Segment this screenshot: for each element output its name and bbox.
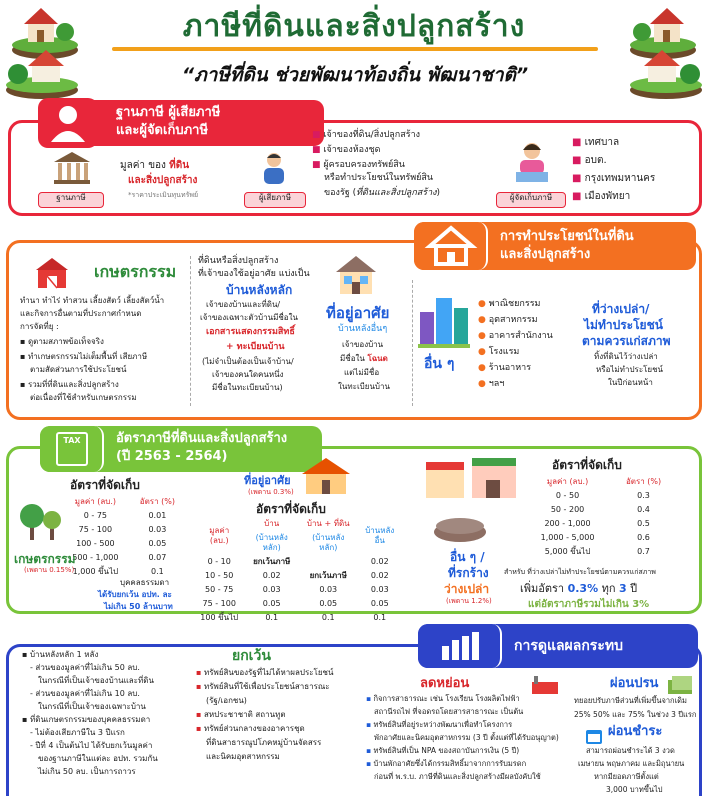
agri-rate-table (60, 494, 186, 580)
table-row (196, 584, 402, 596)
text: ) (436, 188, 441, 198)
cell: 200 - 1,000 (544, 519, 591, 528)
list-item: ■ อบต. (572, 152, 655, 170)
text: 0.3% (567, 582, 599, 595)
reduce-title: ลดหย่อน (420, 676, 470, 691)
text: ในกรณีที่เป็นเจ้าของบ้านและที่ดิน (38, 676, 154, 685)
other-house-title: บ้านหลังอื่นๆ (338, 324, 388, 334)
text: ทรัพย์สินของรัฐที่ไม่ได้หาผลประโยชน์ (203, 668, 334, 677)
agri-desc: และกิจการอื่นตามที่ประกาศกำหนด (20, 309, 142, 318)
res-rate-table (194, 516, 404, 626)
user-icon (38, 98, 98, 148)
other-house-desc: เจ้าของบ้าน (342, 340, 384, 349)
column-header: (บ้านหลังหลัก) (312, 533, 345, 552)
text: อาคารสำนักงาน (488, 331, 553, 341)
cell: 0 - 50 (555, 491, 580, 500)
list-item: ▪ ทรัพย์สินที่อยู่ระหว่างพัฒนาเพื่อทำโครงการ (366, 720, 513, 729)
city-buildings-icon (418, 292, 470, 348)
table-row (196, 612, 402, 624)
installment-desc: เมษายน พฤษภาคม และมิถุนายน (578, 759, 685, 768)
column-header: อัตรา (%) (139, 497, 175, 506)
text: โฉนด (367, 354, 388, 363)
cell: 0.5 (637, 519, 650, 528)
cell: 0.02 (370, 571, 389, 580)
agri-note: บุคคลธรรมดา (120, 578, 170, 587)
list-item: ▪ บ้านพักอาศัยซึ่งได้กรรมสิทธิ์มาจากการรับมรดก (366, 759, 527, 768)
list-item: ▪ สหประชาชาติ สถานทูต (196, 710, 286, 719)
cell: 0.03 (319, 585, 338, 594)
vacant-desc: หรือไม่ทำประโยชน์ (596, 365, 663, 374)
cell: 0 - 75 (83, 511, 107, 520)
text: - ปีที่ 4 เป็นต้นไป ได้รับยกเว้นมูลค่า (30, 741, 153, 750)
cell: 0.02 (370, 557, 389, 566)
trees-icon (16, 494, 66, 544)
other-rate-label: อื่น ๆ / (450, 550, 485, 564)
vacant-title: ตามควรแก่สภาพ (582, 334, 671, 348)
column-header: มูลค่า (ลบ.) (74, 497, 117, 506)
agri-max: (เพดาน 0.15%) (24, 566, 75, 574)
bank-building-icon (52, 150, 92, 186)
vacant-max: แต่อัตราภาษีรวมไม่เกิน 3% (528, 599, 650, 610)
cell: 500 - 1,000 (72, 553, 119, 562)
column-header: บ้าน + ที่ดิน (306, 519, 350, 528)
other-rate-table (522, 474, 676, 560)
vacant-desc: ทิ้งที่ดินไว้ว่างเปล่า (594, 352, 658, 361)
other-use-title: อื่น ๆ (424, 356, 455, 372)
cell: 0.02 (262, 571, 281, 580)
main-house-desc: เจ้าของบ้านและที่ดิน/ (206, 300, 281, 309)
cell: 0.05 (370, 599, 389, 608)
cell: 0.1 (373, 613, 387, 622)
list-item: ▪ ทรัพย์สินที่เป็น NPA ของสถาบันการเงิน (5 ปี) (366, 746, 520, 755)
section-title: การทำประโยชน์ในที่ดิน (500, 229, 634, 244)
collector-label: ผู้จัดเก็บภาษี (496, 192, 566, 208)
text: ทุก (598, 582, 620, 595)
table-row (524, 518, 674, 530)
column-header: (บ้านหลังหลัก) (255, 533, 288, 552)
res-intro: ที่ดินหรือสิ่งปลูกสร้าง (198, 256, 279, 266)
table-row (196, 570, 402, 582)
text: บ้านหลังหลัก 1 หลัง (29, 650, 99, 659)
text: พาณิชยกรรม (488, 299, 541, 309)
cell: ยกเว้นภาษี (309, 571, 347, 580)
payer-label: ผู้เสียภาษี (244, 192, 306, 208)
cell: 0.7 (637, 547, 650, 556)
cell: 0.05 (262, 599, 281, 608)
agri-rate-title: อัตราที่จัดเก็บ (70, 478, 140, 492)
text: 3 (619, 582, 627, 595)
other-rate-title: อัตราที่จัดเก็บ (552, 458, 622, 472)
base-note: *ราคาประเมินทุนทรัพย์ (128, 191, 199, 199)
list-item: ▪ ทรัพย์ส่วนกลางของอาคารชุด (196, 724, 305, 733)
payer-list-cont (324, 188, 440, 199)
list-item: ▪ ทรัพย์สินที่ใช้เพื่อประโยชน์สาธารณะ (196, 682, 330, 691)
section-title: ฐานภาษี ผู้เสียภาษี (116, 105, 221, 120)
list-item: ■ เทศบาล (572, 134, 655, 152)
text: สหประชาชาติ สถานทูต (203, 710, 286, 719)
main-house-title: บ้านหลังหลัก (226, 283, 293, 297)
text: ทำเกษตรกรรมไม่เต็มพื้นที่ เสียภาษี (27, 352, 148, 361)
cell: 0.05 (319, 599, 338, 608)
agri-bullet-cont: ต่อเนื่องที่ใช้สำหรับเกษตรกรรม (30, 393, 137, 402)
other-max: (เพดาน 1.2%) (446, 597, 492, 605)
exempt-title: ยกเว้น (232, 648, 271, 664)
main-house-desc: มีชื่อในทะเบียนบ้าน) (212, 383, 283, 392)
text: (รัฐ/เอกชน) (206, 696, 247, 705)
other-rate-label: ที่รกร้าง (448, 566, 489, 580)
list-item: ● อาคารสำนักงาน (478, 331, 553, 341)
cell: 0.1 (151, 567, 164, 576)
slogan: “ภาษีที่ดิน ช่วยพัฒนาท้องถิ่น พัฒนาชาติ” (181, 64, 529, 86)
installment-desc: หากมียอดภาษีตั้งแต่ (594, 772, 659, 781)
cell: 1,000 ขึ้นไป (72, 567, 119, 576)
base-label: ฐานภาษี (38, 192, 104, 208)
cell: ยกเว้นภาษี (253, 557, 291, 566)
installment-title: ผ่อนชำระ (608, 724, 663, 739)
text: ทรัพย์สินที่เป็น NPA ของสถาบันการเงิน (5 ปี) (373, 746, 520, 755)
list-item: ● ฯลฯ (478, 379, 505, 389)
cell: 0 - 10 (207, 557, 231, 566)
cell: 0.6 (637, 533, 650, 542)
agri-note: ไม่เกิน 50 ล้านบาท (104, 602, 173, 611)
cell: 75 - 100 (78, 525, 113, 534)
barn-icon (32, 256, 72, 290)
column-header: อัตรา (%) (625, 477, 662, 486)
installment-desc: สามารถผ่อนชำระได้ 3 งวด (586, 746, 675, 755)
other-use-list (478, 296, 553, 392)
table-row (196, 598, 402, 610)
column-header: มูลค่า (ลบ.) (209, 526, 230, 545)
main-house-desc: เจ้าของคนใดคนหนึ่ง (212, 370, 284, 379)
text: เพิ่มอัตรา (520, 582, 568, 595)
dirt-mound-icon (432, 508, 488, 544)
table-row (524, 504, 674, 516)
agri-rate-label: เกษตรกรรม (14, 552, 76, 566)
text: ที่ดิน (169, 160, 190, 171)
main-house-relief (14, 648, 158, 778)
bar-chart-icon (418, 624, 502, 668)
text: ปี (626, 582, 638, 595)
cell: 100 ขึ้นไป (200, 613, 239, 622)
text: ทรัพย์สินที่อยู่ระหว่างพัฒนาเพื่อทำโครงการ (373, 720, 513, 729)
payer-list-cont: หรือทำประโยชน์ในทรัพย์สิน (324, 173, 434, 183)
tax-label: TAX (56, 432, 88, 466)
text: พักอาศัยและนิคมอุตสาหกรรม (3 ปี ตั้งแต่ที่ได้รับอนุญาต) (374, 733, 559, 742)
text: - ส่วนของมูลค่าที่ไม่เกิน 10 ลบ. (30, 689, 140, 698)
cell: 0.03 (148, 525, 167, 534)
cell: 0.07 (148, 553, 167, 562)
exempt-list (196, 666, 333, 764)
list-item: ▪ กิจการสาธารณะ เช่น โรงเรียน โรงผลิตไฟฟ้า (366, 694, 520, 703)
list-item: ▪ ทรัพย์สินของรัฐที่ไม่ได้หาผลประโยชน์ (196, 668, 334, 677)
text: บ้านพักอาศัยซึ่งได้กรรมสิทธิ์มาจากการรับมรดก (373, 759, 527, 768)
text: กิจการสาธารณะ เช่น โรงเรียน โรงผลิตไฟฟ้า (373, 694, 520, 703)
text: สถานีรถไฟ ที่จอดรถโดยสารสาธารณะ เป็นต้น (374, 707, 524, 716)
text: ทรัพย์สินที่ใช้เพื่อประโยชน์สาธารณะ (203, 682, 330, 691)
other-house-desc: ในทะเบียนบ้าน (338, 382, 390, 391)
list-item: ● ร้านอาหาร (478, 363, 532, 373)
cell: 0.1 (321, 613, 335, 622)
text: ▪ ที่ดินเกษตรกรรมของบุคคลธรรมดา (22, 715, 151, 724)
text: โรงแรม (488, 347, 520, 357)
cell: 0.03 (370, 585, 389, 594)
vacant-note: สำหรับ ที่ว่างเปล่าไม่ทำประโยชน์ตามควรแก่สภาพ (504, 568, 656, 576)
tax-document-icon (40, 426, 104, 472)
cell: 0.1 (265, 613, 279, 622)
text: ที่ดินและสิ่งปลูกสร้าง (356, 188, 437, 198)
agri-bullet: ▪ ดูตามสภาพข้อเท็จจริง (20, 337, 104, 346)
text: ไม่เกิน 50 ลบ. เป็นการถาวร (38, 767, 136, 776)
relief-desc: ทยอยปรับภาษีส่วนที่เพิ่มขึ้นจากเดิม (574, 696, 687, 705)
other-rate-label: ว่างเปล่า (444, 582, 490, 596)
text: ของรัฐ ( (324, 188, 357, 198)
cell: 0.05 (148, 539, 167, 548)
collector-list (572, 134, 655, 206)
table-row (524, 532, 674, 544)
base-description (120, 160, 189, 173)
cell: 0.3 (637, 491, 650, 500)
text: และนิคมอุตสาหกรรม (206, 752, 280, 761)
table-row (196, 556, 402, 568)
section-title: และสิ่งปลูกสร้าง (500, 246, 591, 262)
agri-desc: ทำนา ทำไร่ ทำสวน เลี้ยงสัตว์ เลี้ยงสัตว์น้ำ (20, 296, 165, 305)
vacant-desc: ในปีก่อนหน้า (608, 378, 653, 387)
reduce-list (366, 692, 559, 783)
agri-bullet-cont: ตามสัดส่วนการใช้ประโยชน์ (30, 365, 127, 374)
agri-note: ได้รับยกเว้น อปท. ละ (98, 590, 172, 599)
text: อุตสาหกรรม (488, 315, 538, 325)
column-header: บ้านหลังอื่น (365, 526, 395, 545)
section-title: อัตราภาษีที่ดินและสิ่งปลูกสร้าง (116, 431, 288, 446)
vacant-title: ที่ว่างเปล่า/ (592, 302, 650, 316)
cell: 50 - 75 (205, 585, 234, 594)
divider (190, 256, 191, 406)
text: ก่อนที่ พ.ร.บ. ภาษีที่ดินและสิ่งปลูกสร้างมีผลบังคับใช้ (374, 772, 541, 781)
page-title: ภาษีที่ดินและสิ่งปลูกสร้าง (182, 9, 526, 44)
main-house-desc: (ไม่จำเป็นต้องเป็นเจ้าบ้าน/ (202, 357, 294, 366)
payer-list (312, 128, 420, 173)
main-house-desc: เจ้าของเฉพาะตัวบ้านมีชื่อใน (200, 313, 298, 322)
agri-desc: การจัดที่ยุ : (20, 322, 59, 331)
shops-icon (424, 454, 520, 502)
other-house-desc: แต่ไม่มีชื่อ (344, 368, 380, 377)
text: ในกรณีที่เป็นเจ้าของเฉพาะบ้าน (38, 702, 146, 711)
text: ดูตามสภาพข้อเท็จจริง (27, 337, 104, 346)
agri-bullet: ▪ ทำเกษตรกรรมไม่เต็มพื้นที่ เสียภาษี (20, 352, 148, 361)
column-header: บ้าน (264, 519, 280, 528)
text: ▪ บ้านหลังหลัก 1 หลัง (22, 650, 99, 659)
residence-house-icon (334, 252, 378, 296)
residence-title: ที่อยู่อาศัย (326, 304, 390, 322)
text: - ไม่ต้องเสียภาษีใน 3 ปีแรก (30, 728, 125, 737)
table-row (524, 546, 674, 558)
section-title: การดูแลผลกระทบ (514, 638, 623, 654)
text: ร้านอาหาร (488, 363, 532, 373)
list-item: ● อุตสาหกรรม (478, 315, 538, 325)
table-row (62, 552, 184, 564)
other-house-desc (340, 354, 388, 364)
table-row (62, 510, 184, 522)
table-row (524, 490, 674, 502)
text: มีชื่อใน (340, 354, 368, 363)
res-rate-subtitle: อัตราที่จัดเก็บ (256, 502, 326, 516)
cell: 0.4 (637, 505, 650, 514)
text: ที่ดินเกษตรกรรมของบุคคลธรรมดา (29, 715, 151, 724)
text: ทรัพย์ส่วนกลางของอาคารชุด (203, 724, 305, 733)
vacant-increase (520, 582, 637, 596)
cell: 5,000 ขึ้นไป (544, 547, 591, 556)
house-icon (300, 456, 352, 496)
text: รวมที่ที่ดินและสิ่งปลูกสร้าง (27, 380, 119, 389)
title-underline (112, 47, 598, 51)
column-header: มูลค่า (ลบ.) (546, 477, 589, 486)
calendar-icon (584, 726, 604, 746)
divider (412, 280, 413, 406)
text: ของฐานภาษีในแต่ละ อปท. รวมกัน (38, 754, 158, 763)
collector-person-icon (512, 140, 552, 184)
home-icon (414, 222, 488, 270)
cell: 1,000 - 5,000 (540, 533, 595, 542)
main-house-desc: + ทะเบียนบ้าน (226, 342, 285, 352)
money-icon (666, 672, 696, 696)
installment-desc: 3,000 บาทขึ้นไป (606, 785, 663, 794)
agri-bullet: ▪ รวมที่ที่ดินและสิ่งปลูกสร้าง (20, 380, 119, 389)
table-row (62, 566, 184, 578)
section-title: (ปี 2563 - 2564) (116, 448, 228, 464)
taxpayer-person-icon (258, 150, 290, 186)
cell: 10 - 50 (205, 571, 234, 580)
cell: 100 - 500 (76, 539, 115, 548)
relief-title: ผ่อนปรน (610, 676, 659, 691)
cell: 0.03 (262, 585, 281, 594)
list-item: ■ เจ้าของห้องชุด (312, 143, 420, 158)
res-intro: ที่เจ้าของใช้อยู่อาศัย แบ่งเป็น (198, 269, 310, 279)
table-row (62, 524, 184, 536)
res-max: (เพดาน 0.3%) (248, 488, 294, 496)
list-item: ■ เมืองพัทยา (572, 188, 655, 206)
cell: 75 - 100 (202, 599, 236, 608)
list-item: ■ กรุงเทพมหานคร (572, 170, 655, 188)
agri-title: เกษตรกรรม (94, 262, 177, 281)
section-title: และผู้จัดเก็บภาษี (116, 122, 209, 138)
res-rate-title: ที่อยู่อาศัย (244, 474, 291, 487)
table-row (62, 538, 184, 550)
text: ที่ดินสาธารณูปโภคหมู่บ้านจัดสรร (206, 738, 322, 747)
text: - ส่วนของมูลค่าที่ไม่เกิน 50 ลบ. (30, 663, 140, 672)
cell: 50 - 200 (550, 505, 585, 514)
base-description: และสิ่งปลูกสร้าง (128, 175, 198, 186)
list-item: ■ ผู้ครอบครองทรัพย์สิน (312, 158, 420, 173)
list-item: ● โรงแรม (478, 347, 520, 357)
relief-desc: 25% 50% และ 75% ในช่วง 3 ปีแรก (574, 710, 697, 719)
text: ฯลฯ (488, 379, 505, 389)
list-item: ● พาณิชยกรรม (478, 299, 541, 309)
cell: 0.01 (148, 511, 167, 520)
text: มูลค่า ของ (120, 160, 170, 171)
list-item: ■ เจ้าของที่ดิน/สิ่งปลูกสร้าง (312, 128, 420, 143)
vacant-title: ไม่ทำประโยชน์ (584, 318, 663, 332)
main-house-desc: เอกสารแสดงกรรมสิทธิ์ (206, 327, 295, 337)
